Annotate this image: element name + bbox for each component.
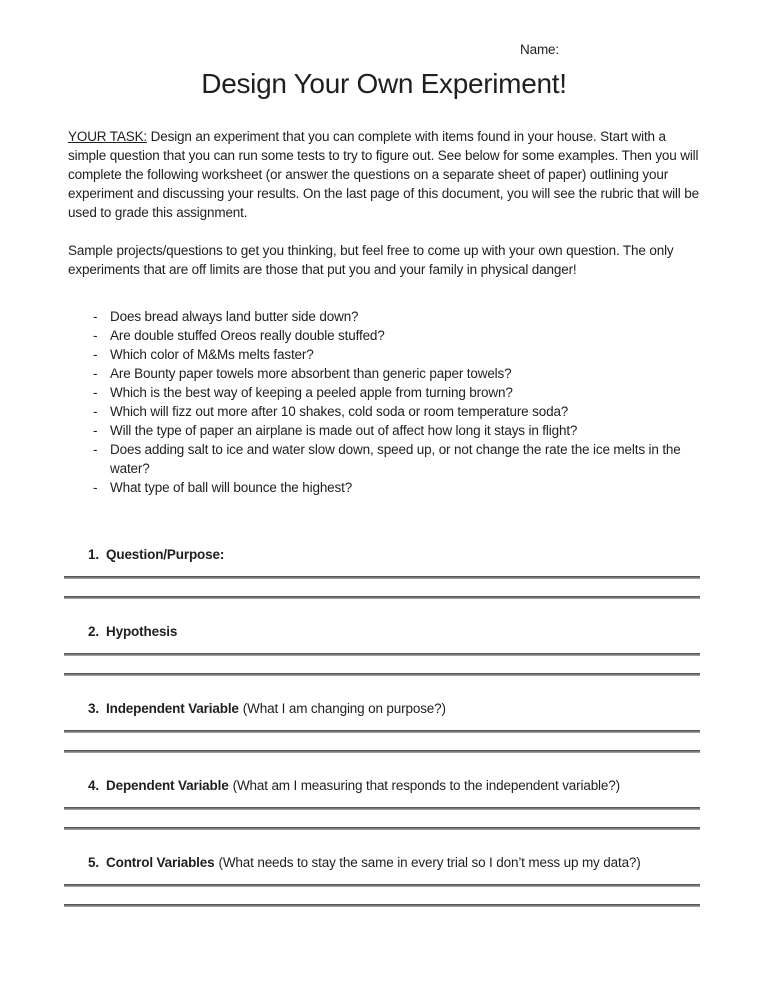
section-hypothesis xyxy=(68,622,700,676)
dash-bullet: - xyxy=(93,404,98,419)
section-title: Independent Variable xyxy=(106,701,239,716)
list-item-text: Which will fizz out more after 10 shakes, cold soda or room temperature soda? xyxy=(110,404,569,419)
section-heading xyxy=(68,699,700,718)
section-title: Question/Purpose: xyxy=(106,547,225,562)
list-item-text: Which color of M&Ms melts faster? xyxy=(110,347,314,362)
intro-paragraph xyxy=(68,127,700,222)
answer-line xyxy=(64,673,700,676)
list-item-text: Are Bounty paper towels more absorbent than generic paper towels? xyxy=(110,366,512,381)
section-dependent-variable xyxy=(68,776,700,830)
section-number: 4. xyxy=(88,778,99,793)
dash-bullet: - xyxy=(93,385,98,400)
section-number: 5. xyxy=(88,855,99,870)
name-label: Name: xyxy=(520,42,560,57)
list-item-text: Will the type of paper an airplane is made out of affect how long it stays in flight? xyxy=(110,423,578,438)
list-item xyxy=(93,478,700,497)
section-number: 1. xyxy=(88,547,99,562)
section-control-variables xyxy=(68,853,700,907)
section-title: Hypothesis xyxy=(106,624,178,639)
list-item xyxy=(93,402,700,421)
intro-text: Design an experiment that you can complete with items found in your house. Start with a simple question that you can run some tests to try to figure out. See below for some examples. Then you will complete the following worksheet (or answer the questions on a separate sheet of paper) outlining your experiment and discussing your results. On the last page of this document, you will see the rubric that will be used to grade this assignment. xyxy=(68,129,699,220)
section-heading xyxy=(68,622,700,641)
dash-bullet: - xyxy=(93,423,98,438)
answer-line xyxy=(64,596,700,599)
sample-questions-list xyxy=(68,307,700,497)
list-item xyxy=(93,421,700,440)
section-heading xyxy=(68,776,700,795)
dash-bullet: - xyxy=(93,366,98,381)
answer-line xyxy=(64,904,700,907)
section-title: Control Variables xyxy=(106,855,215,870)
list-item-text: Does adding salt to ice and water slow down, speed up, or not change the rate the ice melts in the water? xyxy=(110,442,681,476)
answer-line xyxy=(64,653,700,656)
list-item xyxy=(93,364,700,383)
section-heading xyxy=(68,545,700,564)
list-item-text: Are double stuffed Oreos really double stuffed? xyxy=(110,328,385,343)
section-number: 3. xyxy=(88,701,99,716)
answer-line xyxy=(64,884,700,887)
dash-bullet: - xyxy=(93,309,98,324)
section-note: (What I am changing on purpose?) xyxy=(242,701,446,716)
dash-bullet: - xyxy=(93,347,98,362)
section-note: (What needs to stay the same in every trial so I don’t mess up my data?) xyxy=(218,855,641,870)
section-title: Dependent Variable xyxy=(106,778,229,793)
your-task-label: YOUR TASK: xyxy=(68,129,148,144)
section-independent-variable xyxy=(68,699,700,753)
list-item xyxy=(93,307,700,326)
dash-bullet: - xyxy=(93,480,98,495)
answer-line xyxy=(64,750,700,753)
list-item-text: Does bread always land butter side down? xyxy=(110,309,359,324)
sample-paragraph: Sample projects/questions to get you thinking, but feel free to come up with your own question. The only experiments that are off limits are those that put you and your family in physical danger! xyxy=(68,243,674,277)
dash-bullet: - xyxy=(93,328,98,343)
answer-line xyxy=(64,730,700,733)
worksheet-sections xyxy=(68,545,700,907)
section-note: (What am I measuring that responds to the independent variable?) xyxy=(232,778,620,793)
list-item-text: Which is the best way of keeping a peeled apple from turning brown? xyxy=(110,385,513,400)
dash-bullet: - xyxy=(93,442,98,457)
list-item xyxy=(93,326,700,345)
list-item xyxy=(93,440,700,478)
list-item xyxy=(93,383,700,402)
list-item xyxy=(93,345,700,364)
answer-line xyxy=(64,576,700,579)
section-heading xyxy=(68,853,700,872)
answer-line xyxy=(64,807,700,810)
page-title: Design Your Own Experiment! xyxy=(201,68,567,99)
answer-line xyxy=(64,827,700,830)
section-question-purpose xyxy=(68,545,700,599)
section-number: 2. xyxy=(88,624,99,639)
list-item-text: What type of ball will bounce the highest? xyxy=(110,480,353,495)
